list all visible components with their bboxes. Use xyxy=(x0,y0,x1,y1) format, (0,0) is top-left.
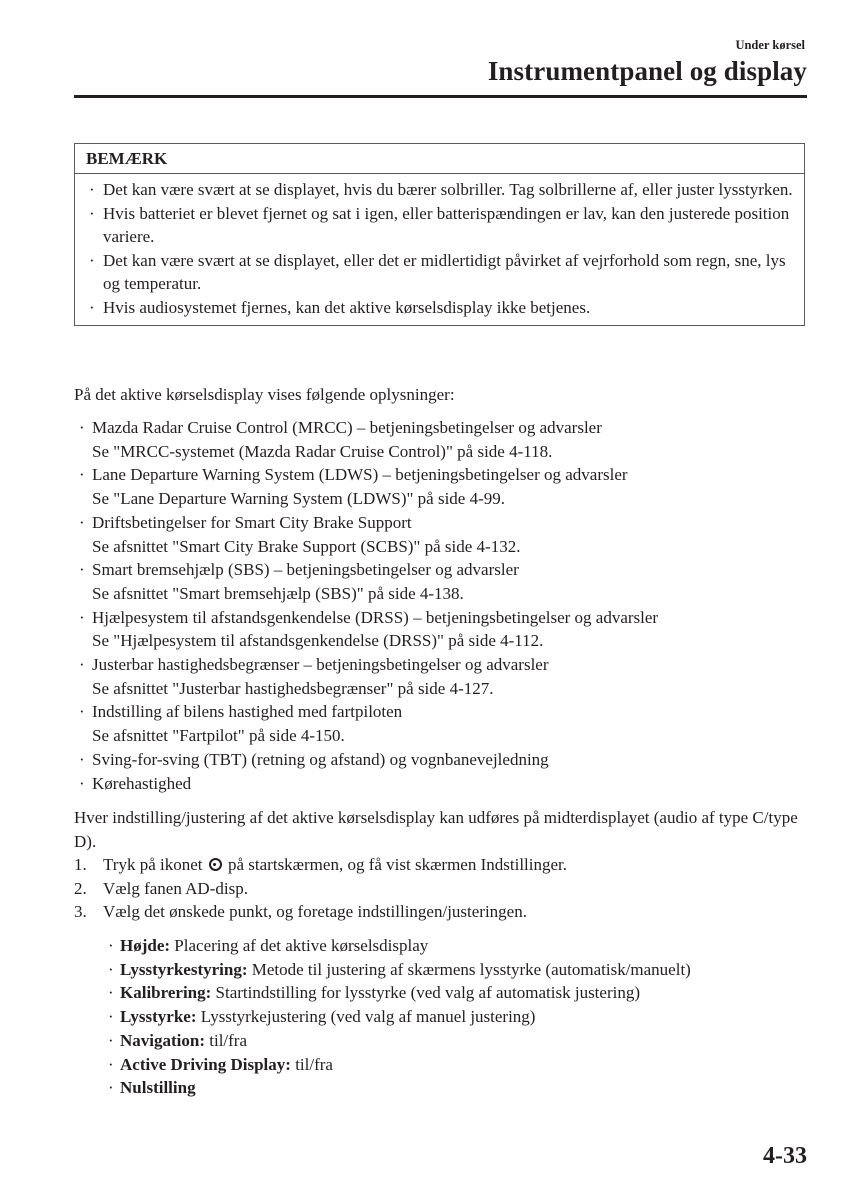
info-item-reference: Se afsnittet "Fartpilot" på side 4-150. xyxy=(92,726,345,746)
gear-icon xyxy=(209,858,222,871)
setting-label: Nulstilling xyxy=(120,1078,196,1098)
info-item-reference: Se "Lane Departure Warning System (LDWS)" på side 4-99. xyxy=(92,489,506,509)
info-item-title: Indstilling af bilens hastighed med fartpiloten xyxy=(92,702,403,722)
setting-item xyxy=(108,1053,808,1077)
info-item-reference: Se afsnittet "Smart City Brake Support (SCBS)" på side 4-132. xyxy=(92,536,521,556)
step-number: 1. xyxy=(74,855,87,874)
setting-item xyxy=(108,1076,808,1100)
step-number: 2. xyxy=(74,878,87,898)
bullet-icon: · xyxy=(108,936,114,955)
bullet-icon: · xyxy=(79,655,85,675)
setting-item xyxy=(108,934,808,958)
bullet-icon: · xyxy=(79,607,85,627)
setting-item xyxy=(108,981,808,1005)
setting-description: Metode til justering af skærmens lysstyrke (automatisk/manuelt) xyxy=(251,959,691,979)
setting-description: til/fra xyxy=(209,1030,248,1050)
bullet-icon: · xyxy=(79,465,85,485)
info-item xyxy=(79,511,814,558)
page-title: Instrumentpanel og display xyxy=(487,56,807,86)
note-list xyxy=(75,174,804,325)
info-item-title: Mazda Radar Cruise Control (MRCC) – betjeningsbetingelser og advarsler xyxy=(92,418,602,437)
bullet-icon: · xyxy=(89,250,95,270)
bullet-icon: · xyxy=(79,773,85,793)
setting-label: Lysstyrke: xyxy=(120,1007,197,1027)
setting-item xyxy=(108,1005,808,1029)
note-item xyxy=(89,202,794,249)
setting-description: Placering af det aktive kørselsdisplay xyxy=(174,936,429,955)
steps-list xyxy=(74,853,814,924)
header-rule xyxy=(74,95,807,98)
info-item xyxy=(79,653,814,700)
setting-item xyxy=(108,958,808,982)
step-item xyxy=(74,877,814,901)
info-item-title: Justerbar hastighedsbegrænser – betjeningsbetingelser og advarsler xyxy=(92,655,549,675)
step-item xyxy=(74,853,814,877)
bullet-icon: · xyxy=(79,749,85,769)
info-item xyxy=(79,748,814,772)
info-item-reference: Se afsnittet "Justerbar hastighedsbegrænser" på side 4-127. xyxy=(92,678,494,698)
setting-description: Startindstilling for lysstyrke (ved valg af automatisk justering) xyxy=(215,983,640,1003)
header-section-label: Under kørsel xyxy=(735,38,805,52)
info-item xyxy=(79,558,814,605)
bullet-icon: · xyxy=(108,1078,114,1098)
setting-label: Højde: xyxy=(120,936,171,955)
bullet-icon: · xyxy=(89,203,95,223)
info-item-title: Hjælpesystem til afstandsgenkendelse (DRSS) – betjeningsbetingelser og advarsler xyxy=(92,607,659,627)
bullet-icon: · xyxy=(79,560,85,580)
setting-label: Lysstyrkestyring: xyxy=(120,959,248,979)
bullet-icon: · xyxy=(108,959,114,979)
note-item xyxy=(89,249,794,296)
page-number: 4-33 xyxy=(763,1143,807,1169)
setting-label: Active Driving Display: xyxy=(120,1054,291,1074)
info-item-title: Driftsbetingelser for Smart City Brake Support xyxy=(92,512,412,532)
setting-label: Navigation: xyxy=(120,1030,205,1050)
setting-description: Lysstyrkejustering (ved valg af manuel justering) xyxy=(200,1007,536,1027)
note-title: BEMÆRK xyxy=(75,144,804,174)
bullet-icon: · xyxy=(89,180,95,199)
intro-paragraph: På det aktive kørselsdisplay vises følgende oplysninger: xyxy=(74,385,455,404)
info-item-title: Sving-for-sving (TBT) (retning og afstand) og vognbanevejledning xyxy=(92,749,549,769)
bullet-icon: · xyxy=(89,297,95,317)
note-item-text: Hvis batteriet er blevet fjernet og sat i igen, eller batterispændingen er lav, kan den justerede position variere. xyxy=(103,203,790,246)
info-item-reference: Se "MRCC-systemet (Mazda Radar Cruise Control)" på side 4-118. xyxy=(92,441,553,461)
bullet-icon: · xyxy=(108,983,114,1003)
info-item xyxy=(79,700,814,747)
info-item xyxy=(79,772,814,796)
bullet-icon: · xyxy=(108,1030,114,1050)
info-item xyxy=(79,416,814,463)
bullet-icon: · xyxy=(79,418,85,437)
step-text: Vælg fanen AD-disp. xyxy=(103,878,248,898)
note-item-text: Det kan være svært at se displayet, eller det er midlertidigt påvirket af vejrforhold som regn, sne, lys og temperatur. xyxy=(103,250,786,293)
note-item-text: Det kan være svært at se displayet, hvis du bærer solbriller. Tag solbrillerne af, eller juster lysstyrken. xyxy=(103,180,793,199)
note-item xyxy=(89,296,794,320)
info-item-title: Smart bremsehjælp (SBS) – betjeningsbetingelser og advarsler xyxy=(92,560,519,580)
info-item-title: Kørehastighed xyxy=(92,773,192,793)
step-text: Tryk på ikonet xyxy=(103,855,203,874)
setting-label: Kalibrering: xyxy=(120,983,212,1003)
note-item-text: Hvis audiosystemet fjernes, kan det aktive kørselsdisplay ikke betjenes. xyxy=(103,297,591,317)
bullet-icon: · xyxy=(79,702,85,722)
step-item xyxy=(74,900,814,924)
info-item-title: Lane Departure Warning System (LDWS) – betjeningsbetingelser og advarsler xyxy=(92,465,628,485)
settings-paragraph: Hver indstilling/justering af det aktive kørselsdisplay kan udføres på midterdisplayet (audio af type C/type D). xyxy=(74,808,798,851)
info-item xyxy=(79,606,814,653)
info-item-reference: Se "Hjælpesystem til afstandsgenkendelse (DRSS)" på side 4-112. xyxy=(92,631,544,651)
step-number: 3. xyxy=(74,902,87,921)
bullet-icon: · xyxy=(79,512,85,532)
setting-description: til/fra xyxy=(295,1054,333,1074)
note-item xyxy=(89,178,794,202)
bullet-icon: · xyxy=(108,1054,114,1074)
setting-item xyxy=(108,1029,808,1053)
info-item xyxy=(79,463,814,510)
info-list xyxy=(79,416,814,795)
info-item-reference: Se afsnittet "Smart bremsehjælp (SBS)" på side 4-138. xyxy=(92,583,464,603)
step-text: Vælg det ønskede punkt, og foretage indstillingen/justeringen. xyxy=(103,902,527,921)
note-box xyxy=(74,143,805,326)
step-text-continued: på startskærmen, og få vist skærmen Indstillinger. xyxy=(228,855,568,874)
bullet-icon: · xyxy=(108,1007,114,1027)
settings-list xyxy=(108,934,808,1100)
